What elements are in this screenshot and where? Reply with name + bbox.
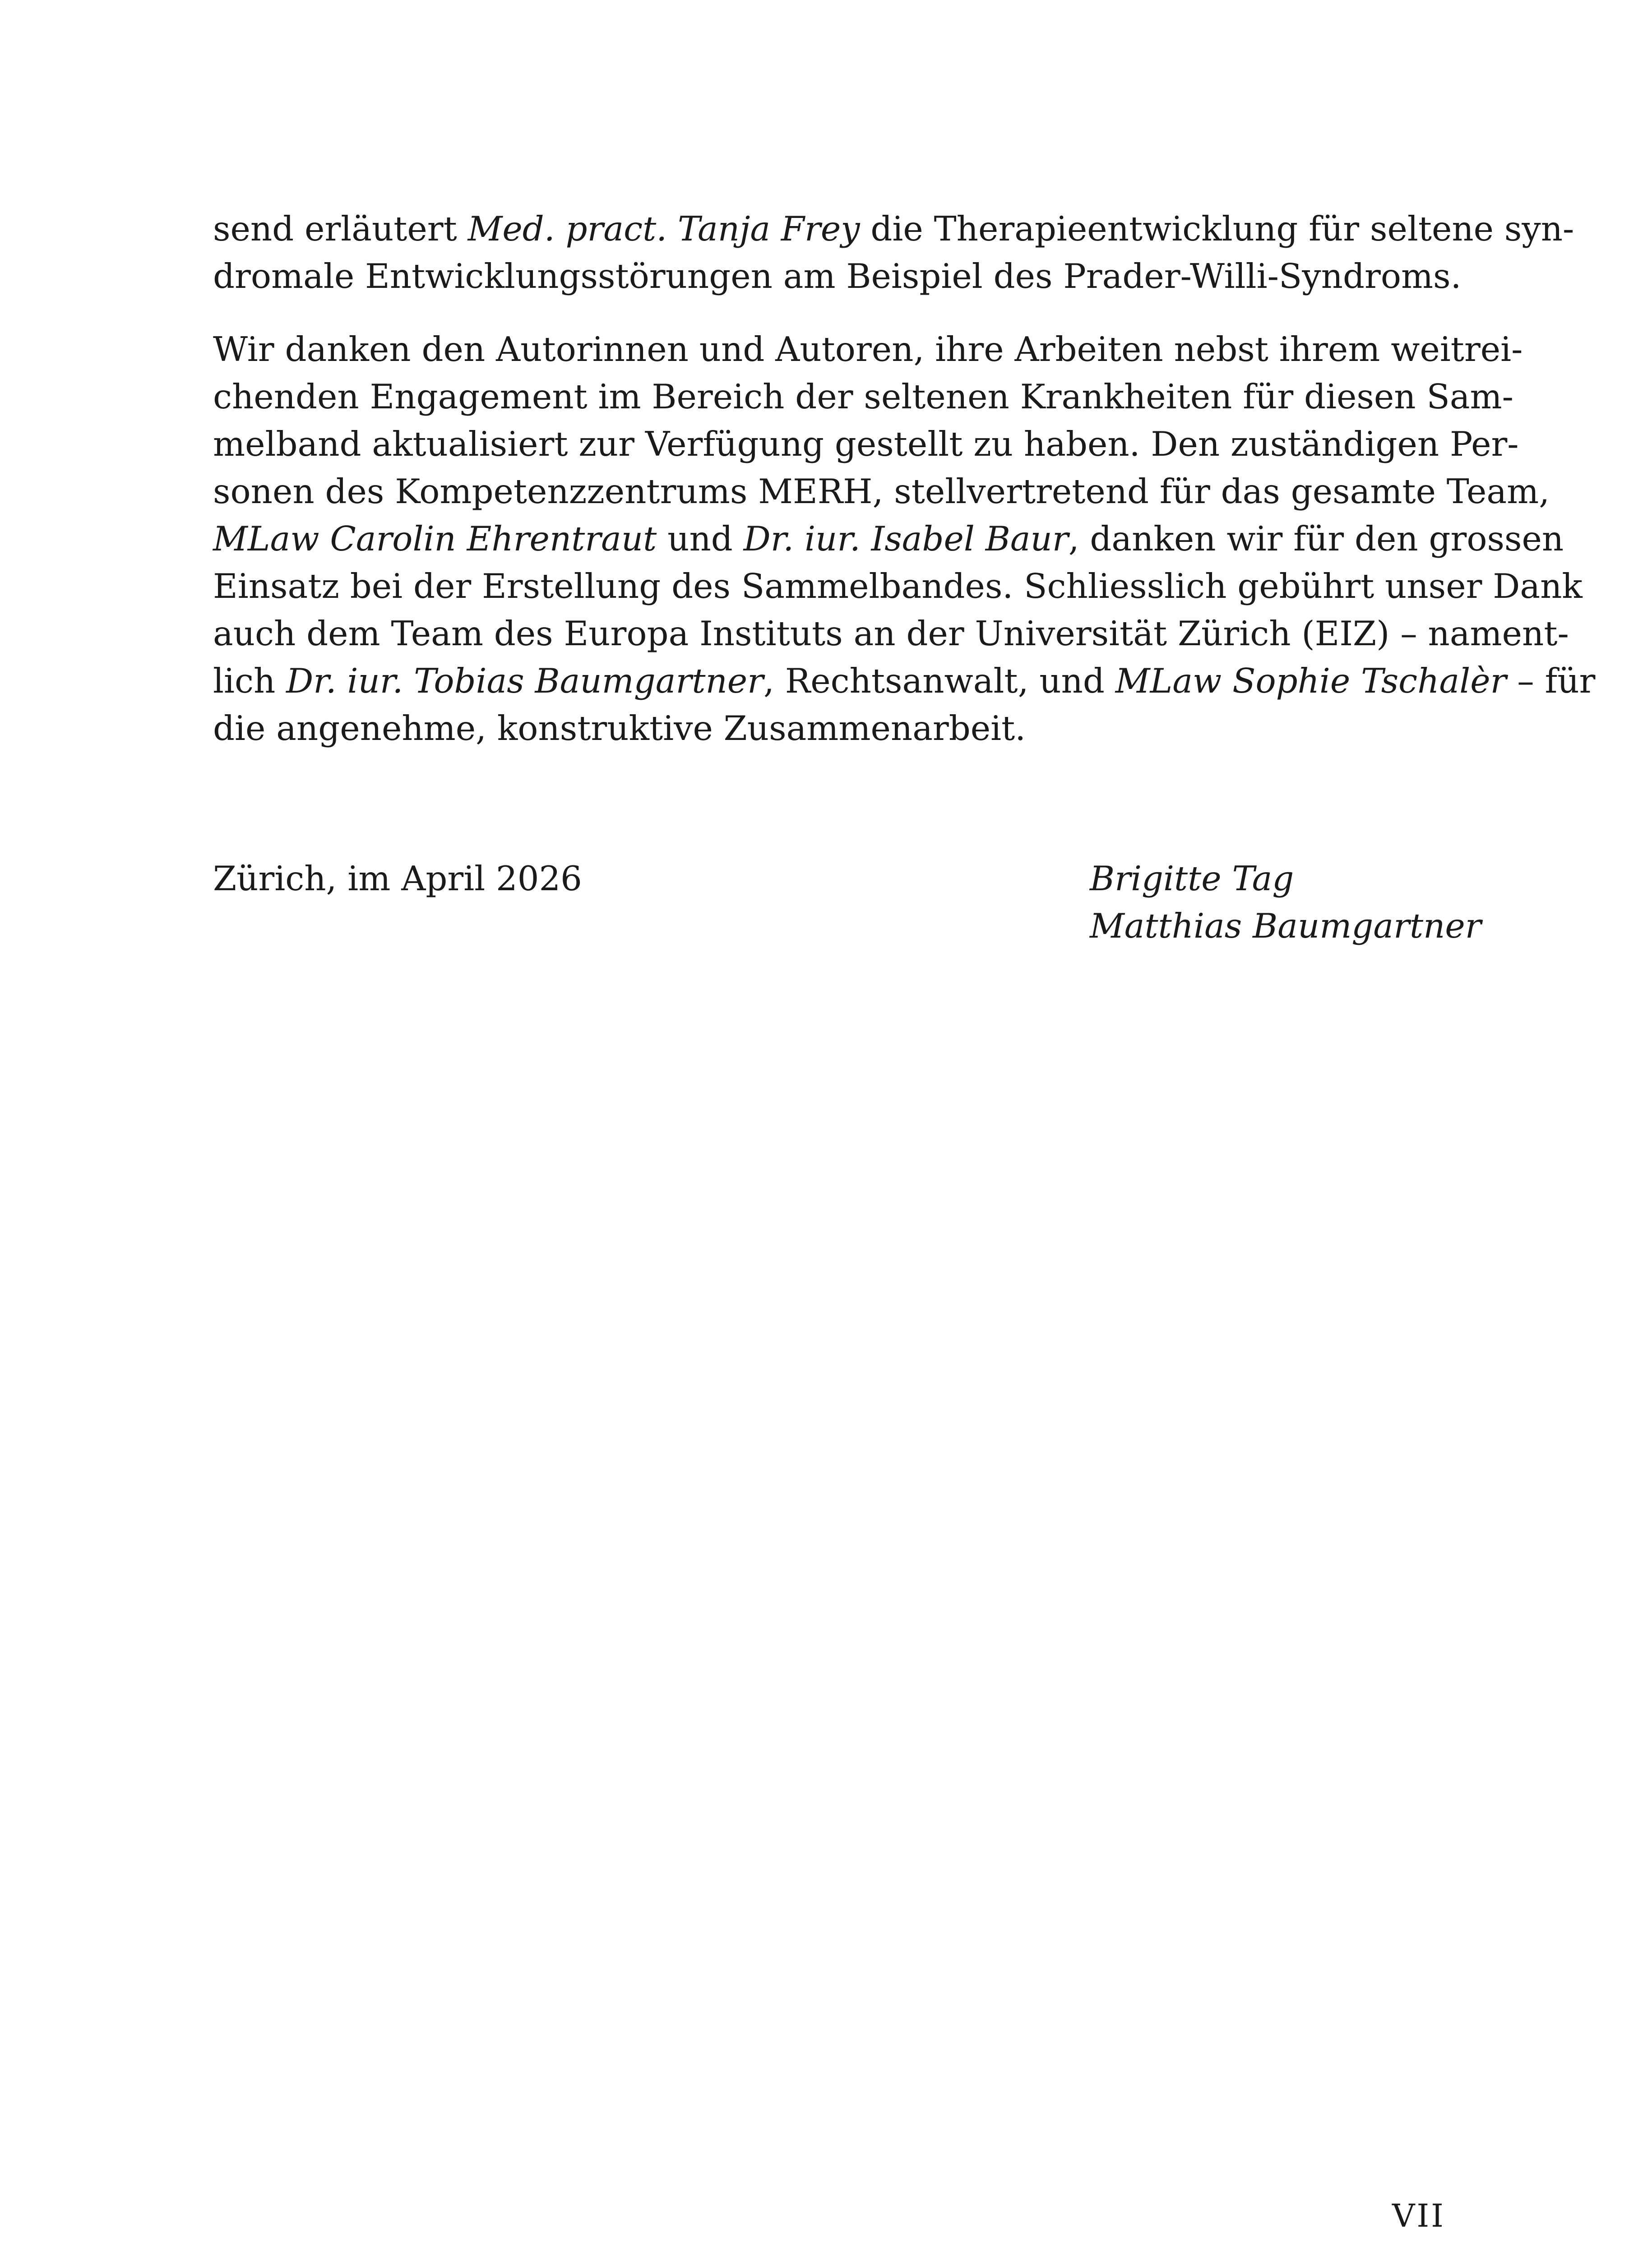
signatory-name: Matthias Baumgartner <box>1090 906 1481 946</box>
paragraph <box>213 326 1596 752</box>
italic-name: Dr. iur. Isabel Baur <box>743 519 1069 559</box>
place-and-date: Zürich, im April 2026 <box>213 859 582 898</box>
signatory-name: Brigitte Tag <box>1090 859 1294 898</box>
text-run: lich <box>213 661 287 701</box>
text-line <box>213 610 1569 657</box>
text-line <box>213 468 1550 515</box>
text-line <box>213 326 1523 373</box>
text-line <box>213 373 1514 421</box>
text-line <box>213 705 1447 752</box>
text-run: die Therapieentwicklung für seltene syn- <box>860 209 1574 249</box>
italic-name: MLaw Carolin Ehrentraut <box>213 519 657 559</box>
text-line <box>213 515 1564 563</box>
italic-name: Dr. iur. Tobias Baumgartner <box>286 661 764 701</box>
text-run: melband aktualisiert zur Verfügung gestellt zu haben. Den zuständigen Per- <box>213 424 1519 464</box>
text-run: sonen des Kompetenzzentrums MERH, stellvertretend für das gesamte Team, <box>213 472 1550 511</box>
text-line <box>213 205 1574 253</box>
italic-name: MLaw Sophie Tschalèr <box>1115 661 1507 701</box>
text-run: , Rechtsanwalt, und <box>764 661 1115 701</box>
text-run: chenden Engagement im Bereich der seltenen Krankheiten für diesen Sam- <box>213 377 1514 416</box>
text-line <box>213 421 1519 468</box>
italic-name: Med. pract. Tanja Frey <box>467 209 860 249</box>
page-number: VII <box>1392 2197 1445 2234</box>
text-line <box>213 657 1596 705</box>
paragraph <box>213 205 1574 300</box>
text-run: die angenehme, konstruktive Zusammenarbeit. <box>213 708 1026 748</box>
text-line <box>213 253 1462 300</box>
text-run: und <box>657 519 744 559</box>
text-line <box>213 563 1583 610</box>
signatories <box>1090 855 1481 950</box>
body-text <box>213 205 1596 778</box>
text-run: auch dem Team des Europa Instituts an der Universität Zürich (EIZ) – nament- <box>213 614 1569 653</box>
text-run: Einsatz bei der Erstellung des Sammelbandes. Schliesslich gebührt unser Dank <box>213 566 1583 606</box>
text-run: , danken wir für den grossen <box>1068 519 1564 559</box>
text-run: send erläutert <box>213 209 468 249</box>
text-run: – für <box>1506 661 1596 701</box>
text-run: Wir danken den Autorinnen und Autoren, ihre Arbeiten nebst ihrem weitrei- <box>213 329 1523 369</box>
text-run: dromale Entwicklungsstörungen am Beispiel des Prader-Willi-Syndroms. <box>213 256 1462 296</box>
